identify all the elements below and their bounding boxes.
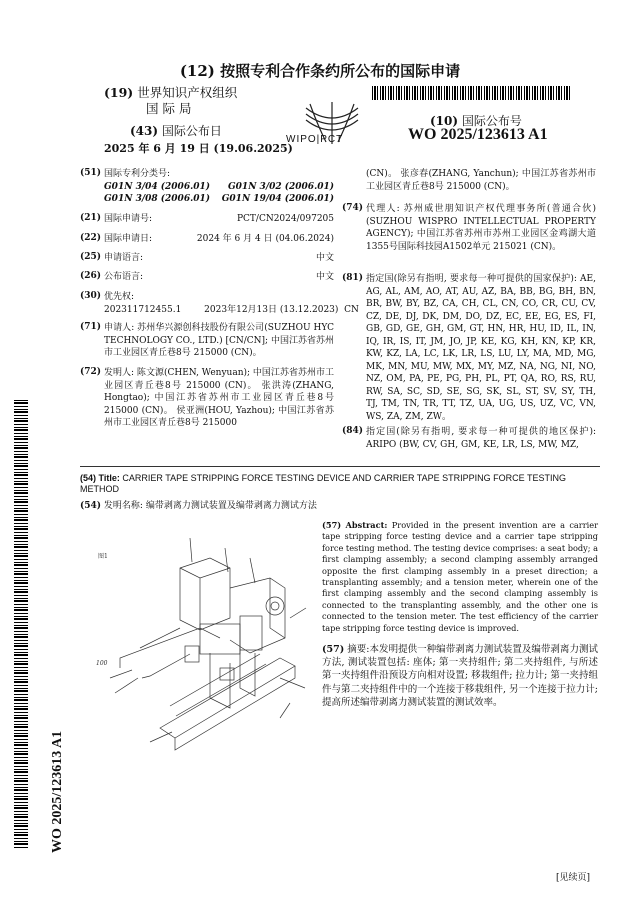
document-title-line	[0, 60, 640, 81]
inventors: 发明人: 陈文源(CHEN, Wenyuan); 中国江苏省苏州市工业园区青丘巷8号 215000 (CN)。 张洪涛(ZHANG, Hongtao); 中国江苏省苏州市工业园区青丘巷8号 215000 (CN)。 侯亚洲(HOU, Yazhou); 中国江苏省苏州市工业园区青丘巷8号 215000	[104, 368, 334, 428]
priority-label: 优先权:	[104, 292, 135, 302]
wipo-logo-icon	[300, 88, 364, 156]
code-22: (22)	[80, 233, 102, 243]
code-30: (30)	[80, 291, 102, 301]
org-block	[104, 85, 237, 117]
title-en-label: Title:	[98, 473, 120, 483]
org-line2: 国际局	[146, 101, 196, 116]
appno-label: 国际申请号:	[104, 214, 153, 224]
ipc-3: G01N 3/08 (2006.01)	[104, 194, 211, 204]
abstract-en	[322, 520, 598, 634]
publication-number: WO 2025/123613 A1	[408, 126, 548, 143]
filing-lang-label: 申请语言:	[104, 253, 144, 263]
field-30	[104, 291, 359, 316]
code-12: (12)	[179, 62, 215, 80]
pub-lang-label: 公布语言:	[104, 272, 144, 282]
code-19: (19)	[104, 85, 134, 100]
pubno-label: 国际公布号	[461, 114, 522, 128]
field-22	[104, 233, 334, 246]
regional-states: 指定国(除另有指明, 要求每一种可提供的地区保护): ARIPO (BW, CV, GH, GM, KE, LR, LS, MW, MZ,	[366, 427, 596, 450]
device-drawing	[80, 528, 316, 768]
code-84: (84)	[342, 426, 364, 436]
applicant: 申请人: 苏州华兴源创科技股份有限公司(SUZHOU HYC TECHNOLOGY CO., LTD.) [CN/CN]; 中国江苏省苏州市工业园区青丘巷8号 215000 (CN)。	[104, 323, 334, 358]
ipc-1: G01N 3/04 (2006.01)	[104, 181, 211, 192]
code-26: (26)	[80, 271, 102, 281]
ipc-2: G01N 3/02 (2006.01)	[227, 181, 334, 192]
abstract-en-text: Provided in the present invention are a carrier tape stripping force testing device and a carrier tape stripping force testing method. The testing device comprises: a seat body; a first clamping assembly; a second clamping assembly arranged opposite the first clamping assembly in a preset direction; a transplanting assembly; and a tension meter, wherein one of the first clamping assembly and the second clamping assembly is connected to the transplanting assembly, and the other one is connected to the tension meter. The test efficiency of the carrier tape stripping force testing device is improved.	[322, 520, 598, 633]
pubdate-label-block	[130, 122, 222, 139]
pubdate: 2025 年 6 月 19 日 (19.06.2025)	[104, 142, 293, 155]
designated-states: 指定国(除另有指明, 要求每一种可提供的国家保护): AE, AG, AL, AM, AO, AT, AU, AZ, BA, BB, BG, BH, BN, BR, BW, BY, BZ, CA, CH, CL, CN, CO, CR, CU, CV, CZ, DE, DJ, DK, DM, DO, DZ, EC, EE, EG, ES, FI, GB, GD, GE, GH, GM, GT, HN, HR, HU, ID, IL, IN, IQ, IR, IS, IT, JM, JO, JP, KE, KG, KH, KN, KP, KR, KW, KZ, LA, LC, LK, LR, LS, LU, LY, MA, MD, MG, MK, MN, MU, MW, MX, MY, MZ, NA, NG, NI, NO, NZ, OM, PA, PE, PG, PH, PL, PT, QA, RO, RS, RU, RW, SA, SC, SD, SE, SG, SK, SL, ST, SV, SY, TH, TJ, TM, TN, TR, TT, TZ, UA, UG, US, UZ, VC, VN, WS, ZA, ZM, ZW。	[366, 274, 596, 422]
priority-value: 202311712455.1 2023年12月13日 (13.12.2023) CN	[104, 304, 359, 315]
title-zh: 编带剥离力测试装置及编带剥离力测试方法	[145, 501, 317, 511]
field-25	[104, 252, 334, 265]
abstract-zh	[322, 643, 598, 709]
code-57-zh: (57)	[322, 644, 345, 655]
barcode-image	[372, 86, 572, 100]
appdate-label: 国际申请日:	[104, 234, 153, 244]
figure-label: 图1	[98, 553, 108, 560]
figure-ref: 100	[96, 660, 108, 667]
field-51	[104, 168, 334, 206]
title-block	[80, 473, 600, 512]
code-74: (74)	[342, 203, 364, 213]
ipc-4: G01N 19/04 (2006.01)	[221, 194, 334, 204]
wipo-pct-text: WIPO|PCT	[286, 134, 344, 145]
code-51: (51)	[80, 168, 102, 178]
side-publication-number: WO 2025/123613 A1	[50, 730, 65, 853]
filing-lang-value: 中文	[315, 253, 334, 263]
code-81: (81)	[342, 273, 364, 283]
code-43: (43)	[130, 124, 159, 138]
pub-lang-value: 中文	[315, 272, 334, 282]
org-line1: 世界知识产权组织	[137, 85, 238, 100]
title-en: CARRIER TAPE STRIPPING FORCE TESTING DEVICE AND CARRIER TAPE STRIPPING FORCE TESTING METHOD	[80, 473, 566, 494]
side-barcode-image	[14, 400, 28, 850]
code-54-zh: (54)	[80, 501, 102, 511]
field-26	[104, 271, 334, 284]
code-25: (25)	[80, 252, 102, 262]
ipc-label: 国际专利分类号:	[104, 169, 171, 179]
field-21	[104, 213, 334, 226]
code-57-en: (57)	[322, 520, 342, 530]
code-54-en: (54)	[80, 473, 97, 483]
inventors-continued: (CN)。 张彦春(ZHANG, Yanchun); 中国江苏省苏州市工业园区青丘巷8号 215000 (CN)。	[366, 169, 596, 192]
continued-note: [见续页]	[556, 873, 591, 883]
document-title: 按照专利合作条约所公布的国际申请	[220, 62, 461, 80]
abstract-zh-text: 本发明提供一种编带剥离力测试装置及编带剥离力测试方法, 测试装置包括: 座体; 第一夹持组件; 第二夹持组件, 与所述第一夹持组件沿预设方向相对设置; 移栽组件; 拉力计; 第一夹持组件与第二夹持组件中的一个连接于移栽组件, 另一个连接于拉力计; 提高所述编带剥离力测试装置的测试效率。	[322, 644, 598, 708]
divider-line	[80, 466, 600, 467]
code-10: (10)	[430, 114, 459, 128]
appdate-value: 2024 年 6 月 4 日 (04.06.2024)	[196, 234, 334, 244]
code-72: (72)	[80, 367, 102, 377]
abstract-zh-label: 摘要:	[347, 644, 370, 655]
code-21: (21)	[80, 213, 102, 223]
appno-value: PCT/CN2024/097205	[236, 214, 334, 224]
agent: 代理人: 苏州威世朋知识产权代理事务所(普通合伙) (SUZHOU WISPRO INTELLECTUAL PROPERTY AGENCY); 中国江苏省苏州市苏州工业园区金鸡湖大道1355号国际科技园A1502单元 215021 (CN)。	[366, 204, 596, 252]
title-zh-label: 发明名称:	[103, 501, 143, 511]
code-71: (71)	[80, 322, 102, 332]
pubdate-label: 国际公布日	[161, 124, 222, 138]
abstract-en-label: Abstract:	[345, 520, 388, 530]
